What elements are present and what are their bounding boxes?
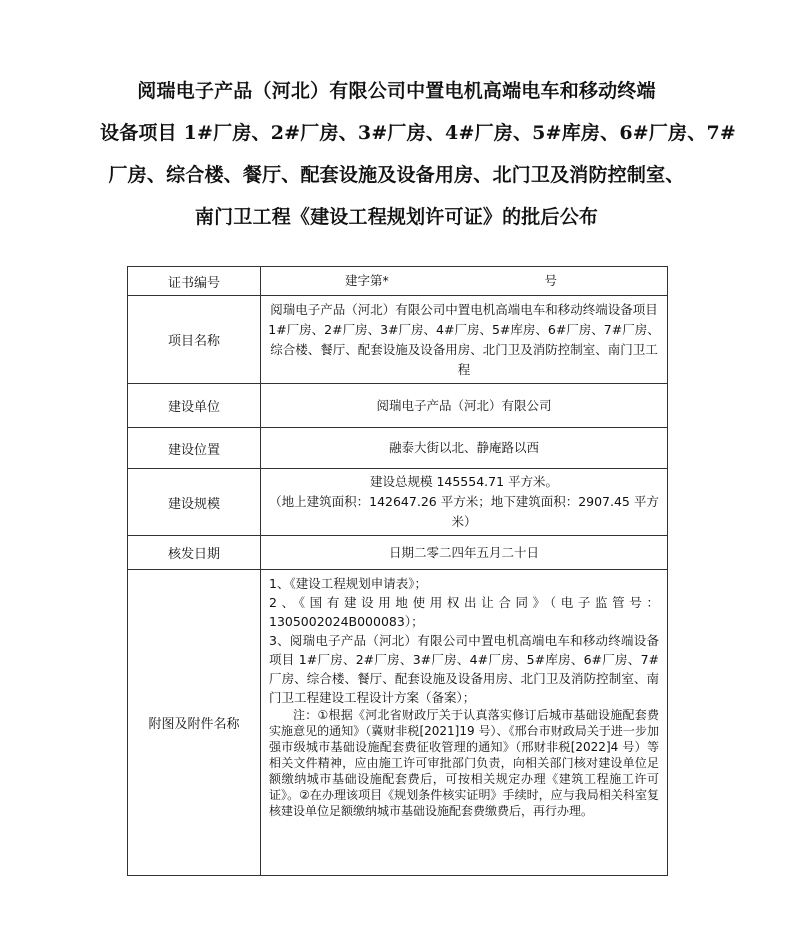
value-issue-date: 日期二零二四年五月二十日 — [261, 536, 668, 570]
attachment-item-2: 2、《国有建设用地使用权出让合同》（电子监管号：1305002024B000083）； — [269, 595, 659, 629]
attachment-item-3: 3、阅瑞电子产品（河北）有限公司中置电机高端电车和移动终端设备项目 1#厂房、2#厂房、3#厂房、4#厂房、5#库房、6#厂房、7#厂房、综合楼、餐厅、配套设施及设备用房、北门卫及消防控制室、南门卫工程建设工程设计方案（备案）； — [269, 633, 659, 705]
permit-table — [127, 266, 668, 876]
label-attachments: 附图及附件名称 — [128, 570, 261, 876]
value-project-name: 阅瑞电子产品（河北）有限公司中置电机高端电车和移动终端设备项目 1#厂房、2#厂房、3#厂房、4#厂房、5#库房、6#厂房、7#厂房、综合楼、餐厅、配套设施及设备用房、北门卫及消防控制室、南门卫工程 — [261, 296, 668, 384]
row-location — [128, 428, 668, 469]
label-issue-date: 核发日期 — [128, 536, 261, 570]
row-unit — [128, 384, 668, 428]
label-certificate-number: 证书编号 — [128, 267, 261, 296]
title-line-4: 南门卫工程《建设工程规划许可证》的批后公布 — [194, 206, 599, 228]
label-unit: 建设单位 — [128, 384, 261, 428]
document-title — [100, 70, 736, 238]
row-issue-date — [128, 536, 668, 570]
row-project-name — [128, 296, 668, 384]
value-certificate-number — [261, 267, 668, 296]
attachment-note: 注：①根据《河北省财政厅关于认真落实修订后城市基础设施配套费实施意见的通知》（冀财非税[2021]19 号）、《邢台市财政局关于进一步加强市级城市基础设施配套费征收管理的通知》（邢财非税[2022]4 号）等相关文件精神，应由施工许可审批部门负责，向相关部门核对建设单位足额缴纳城市基础设施配套费后，可按相关规定办理《建筑工程施工许可证》。②在办理该项目《规划条件核实证明》手续时，应与我局相关科室复核建设单位足额缴纳城市基础设施配套费缴费后，再行办理。 — [269, 708, 659, 818]
label-scale: 建设规模 — [128, 469, 261, 536]
certificate-prefix: 建字第* — [345, 273, 389, 288]
scale-detail: （地上建筑面积：142647.26 平方米；地下建筑面积：2907.45 平方米） — [269, 494, 659, 529]
row-attachments — [128, 570, 668, 876]
title-line-2: 设备项目 1#厂房、2#厂房、3#厂房、4#厂房、5#库房、6#厂房、7# — [100, 122, 736, 144]
certificate-suffix: 号 — [544, 273, 557, 288]
attachment-item-1: 1、《建设工程规划申请表》； — [269, 576, 427, 591]
row-certificate-number — [128, 267, 668, 296]
label-location: 建设位置 — [128, 428, 261, 469]
title-line-3: 厂房、综合楼、餐厅、配套设施及设备用房、北门卫及消防控制室、 — [108, 164, 685, 186]
value-location: 融泰大街以北、静庵路以西 — [261, 428, 668, 469]
value-scale — [261, 469, 668, 536]
title-line-1: 阅瑞电子产品（河北）有限公司中置电机高端电车和移动终端 — [137, 80, 656, 102]
label-project-name: 项目名称 — [128, 296, 261, 384]
scale-total: 建设总规模 145554.71 平方米。 — [369, 474, 559, 489]
value-attachments — [261, 570, 668, 876]
value-unit: 阅瑞电子产品（河北）有限公司 — [261, 384, 668, 428]
row-scale — [128, 469, 668, 536]
